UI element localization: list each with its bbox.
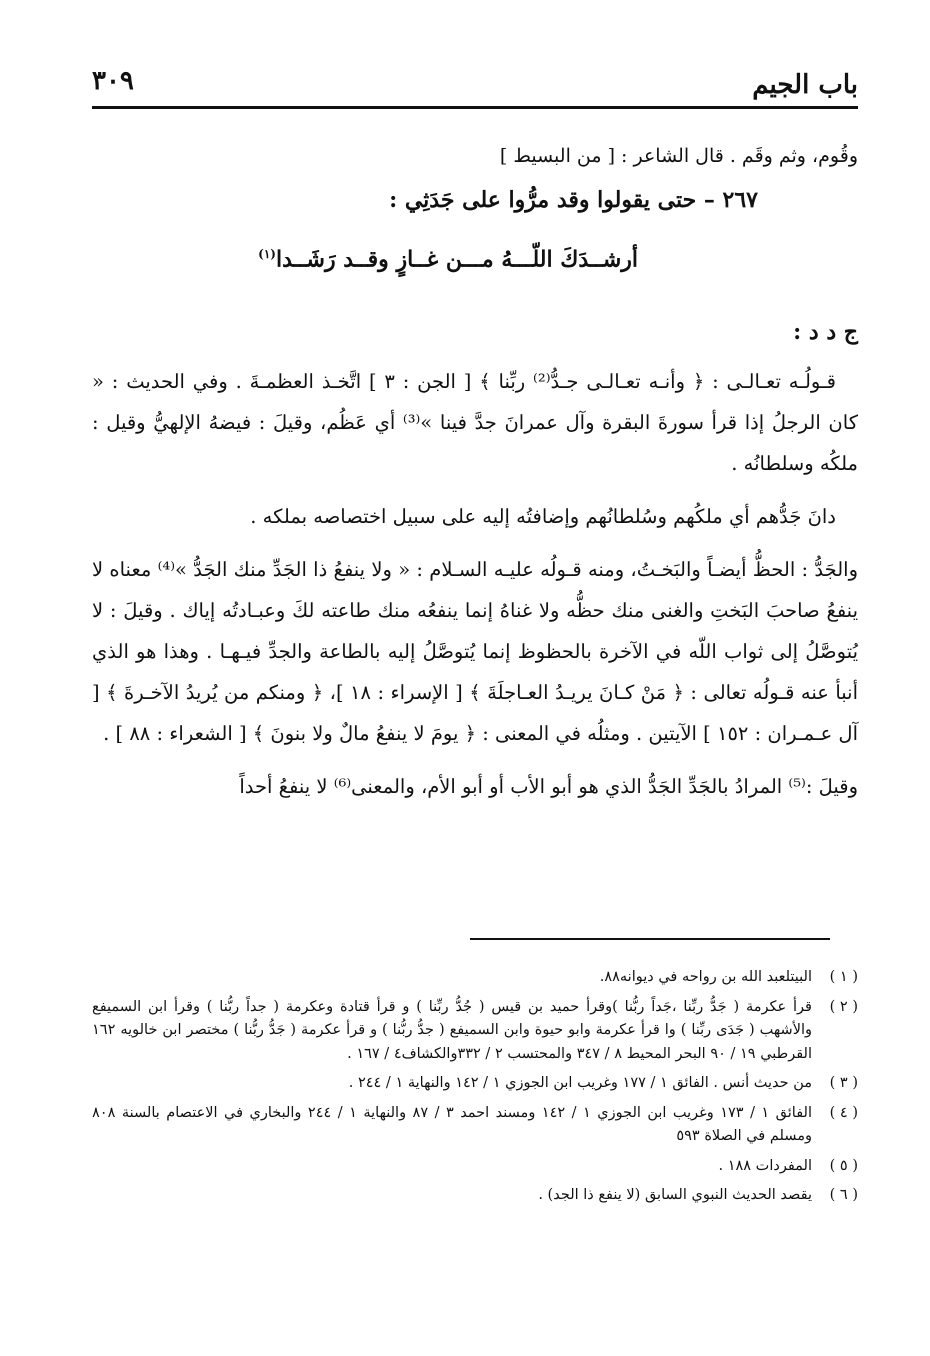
poem-line-1: ٢٦٧ – حتى يقولوا وقد مرُّوا على جَدَثِي : [389, 187, 758, 213]
paragraph-4: وقيلَ :⁽⁵⁾ المرادُ بالجَدِّ الجَدُّ الذي هو أبو الأب أو أبو الأم، والمعنى⁽⁶⁾ لا ينفعُ أحداً [239, 775, 858, 799]
footnote-item [92, 1102, 858, 1149]
footnote-item [92, 996, 858, 1067]
paragraph-3: والجَدُّ : الحظُّ أيضـاً والبَخـتُ، ومنه قـولُه عليـه السـلام : « ولا ينفعُ ذا الجَدِّ منك الجَدُّ »⁽⁴⁾ معناه لا ينفعُ صاحبَ البَختِ والغنى منك حظُّه ولا غناهُ إنما ينفعُه منك طاعته لكَ وعبـادتُه إياك . وقيلَ : لا يُتوصَّلُ إلى ثواب اللّه في الآخرة بالحظوظ إنما يُتوصَّلُ إليه بالطاعة والجدِّ فيـهـا . وهذا هو الذي أنبأ عنه قـولُه تعالى : ﴿ مَنْ كـانَ يريـدُ العـاجلَةَ ﴾ [ الإسراء : ١٨ ]، ﴿ ومنكم من يُريدُ الآخـرةَ ﴾ [ آل عـمـران : ١٥٢ ] الآيتين . ومثلُه في المعنى : ﴿ يومَ لا ينفعُ مالٌ ولا بنونَ ﴾ [ الشعراء : ٨٨ ] . [92, 558, 858, 746]
paragraph-2: دانَ جَدُّهم أي ملكُهم وسُلطانُهم وإضافتُه إليه على سبيل اختصاصه بملكه . [250, 505, 836, 529]
chapter-title: باب الجيم [752, 70, 858, 100]
footnote-item [92, 1155, 858, 1179]
footnote-text: قرأ عكرمة ( جَدُّ ربِّنا ،جَداً ربُّنا )وقرأ حميد بن قيس ( جُدُّ ربِّنا ) و قرأ قتادة وعكرمة ( جداً ربُّنا ) وقرأ ابن السميفع والأشهب ( جَدَى ربِّنا ) وا قرأ عكرمة وابو حيوة وابن السميفع ( جدُّ ربُّنا ) و قرأ عكرمة ( جَدُّ ربُّنا ) مختصر ابن خالويه ١٦٢ القرطبي ١٩ / ٩٠ البحر المحيط ٨ / ٣٤٧ والمحتسب ٢ / ٣٣٢والكشاف٤ / ١٦٧ . [92, 998, 812, 1062]
footnote-number: ( ٥ ) [829, 1157, 858, 1174]
poem-line-2-text: أرشــدَكَ اللّـــهُ مـــن غــازٍ وقــد رَشَــدا [275, 246, 638, 273]
section-heading: ج د د : [793, 319, 858, 346]
footnote-text: من حديث أنس . الفائق ١ / ١٧٧ وغريب ابن الجوزي ١ / ١٤٢ والنهاية ١ / ٢٤٤ . [348, 1075, 812, 1091]
intro-line: وقُوم، وثم وقَم . قال الشاعر : [ من البسيط ] [499, 145, 858, 167]
footnote-separator [470, 938, 830, 940]
footnote-number: ( ٤ ) [829, 1104, 858, 1121]
footnote-number: ( ٢ ) [829, 998, 858, 1015]
page-number: ٣٠٩ [92, 66, 134, 96]
paragraph-1: قـولُـه تعـالـى : ﴿ وأنـه تعـالـى جـدُّ⁽²⁾ ربِّنا ﴾ [ الجن : ٣ ] اتَّخـذ العظمـةَ . وفي الحديث : « كان الرجلُ إذا قرأ سورةَ البقرة وآل عمرانَ جدَّ فينا »⁽³⁾ أي عَظُم، وقيلَ : فيضهُ الإلهيُّ وقيل : ملكُه وسلطانُه . [92, 370, 858, 476]
poem-line-2 [92, 234, 858, 279]
footnote-text: الفائق ١ / ١٧٣ وغريب ابن الجوزي ١ / ١٤٢ ومسند احمد ٣ / ٨٧ والنهاية ١ / ٢٤٤ والبخاري في الاعتصام بالسنة ٨٠٨ ومسلم في الصلاة ٥٩٣ [92, 1104, 813, 1144]
footnote-item [92, 966, 858, 990]
footnote-number: ( ١ ) [829, 969, 858, 985]
footnote-number: ( ٣ ) [829, 1075, 858, 1091]
main-text [92, 140, 858, 807]
footnote-text: البيتلعبد الله بن رواحه في ديوانه٨٨. [599, 969, 812, 985]
footnote-text: المفردات ١٨٨ . [718, 1157, 812, 1174]
footnote-number: ( ٦ ) [829, 1187, 858, 1203]
footnote-item [92, 1072, 858, 1096]
running-header [92, 64, 858, 109]
footnotes [92, 966, 858, 1214]
footnote-text: يقصد الحديث النبوي السابق (لا ينفع ذا الجد) . [538, 1187, 812, 1203]
footnote-item [92, 1184, 858, 1208]
footnote-ref: (١) [258, 247, 276, 261]
